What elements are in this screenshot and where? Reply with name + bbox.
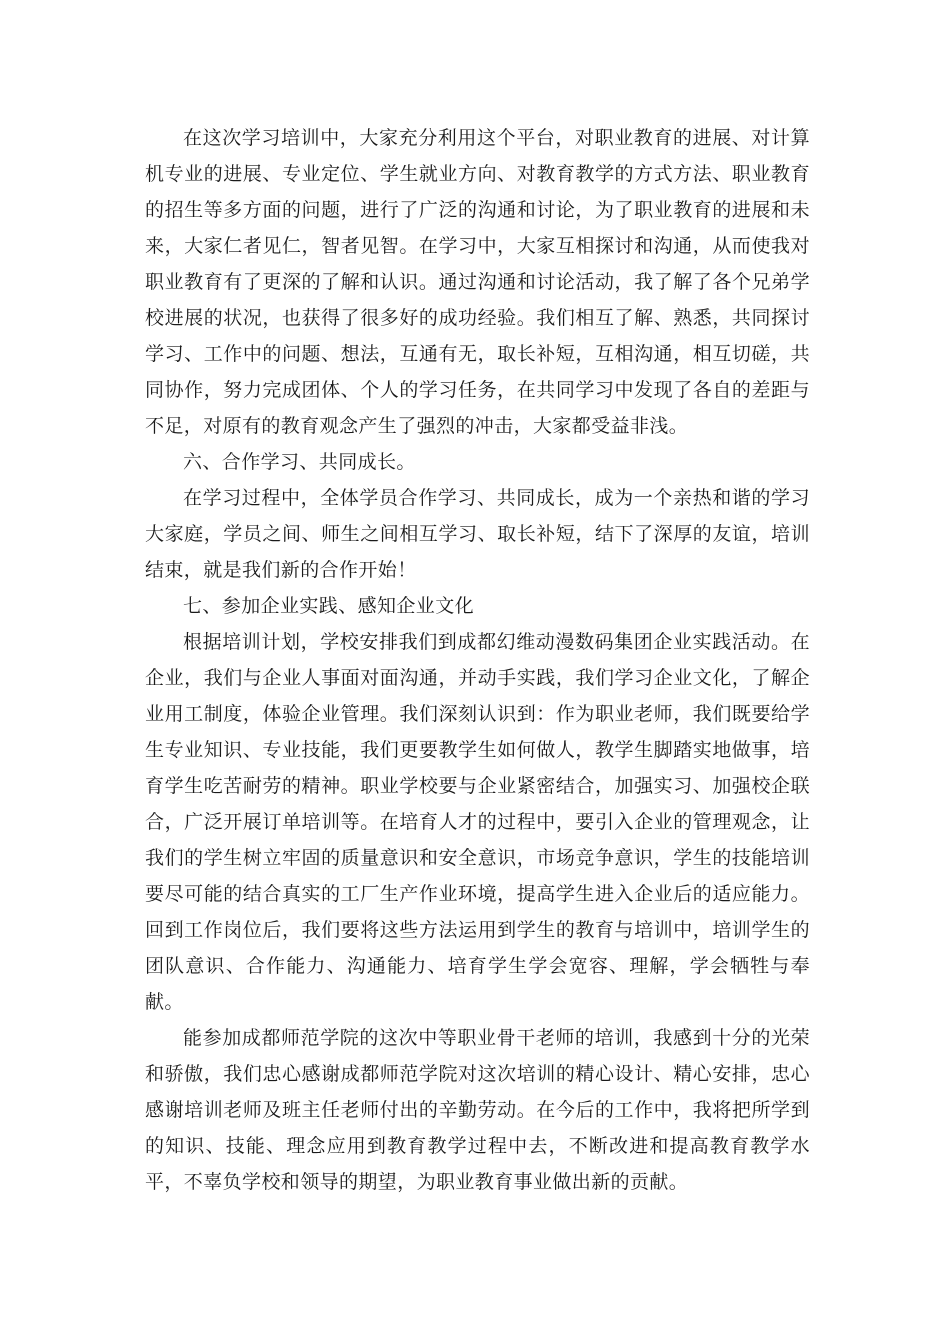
- paragraph-conclusion: 能参加成都师范学院的这次中等职业骨干老师的培训，我感到十分的光荣和骄傲，我们忠心感谢成都师范学院对这次培训的精心设计、精心安排，忠心感谢培训老师及班主任老师付出的辛勤劳动。在今后的工作中，我将把所学到的知识、技能、理念应用到教育教学过程中去，不断改进和提高教育教学水平，不辜负学校和领导的期望，为职业教育事业做出新的贡献。: [145, 1027, 810, 1193]
- section-heading-six: 六、合作学习、共同成长。: [183, 451, 416, 473]
- document-body: [145, 120, 810, 1200]
- paragraph-learning-exchange: 在这次学习培训中，大家充分利用这个平台，对职业教育的进展、对计算机专业的进展、专业定位、学生就业方向、对教育教学的方式方法、职业教育的招生等多方面的问题，进行了广泛的沟通和讨论，为了职业教育的进展和未来，大家仁者见仁，智者见智。在学习中，大家互相探讨和沟通，从而使我对职业教育有了更深的了解和认识。通过沟通和讨论活动，我了解了各个兄弟学校进展的状况，也获得了很多好的成功经验。我们相互了解、熟悉，共同探讨学习、工作中的问题、想法，互通有无，取长补短，互相沟通，相互切磋，共同协作，努力完成团体、个人的学习任务，在共同学习中发现了各自的差距与不足，对原有的教育观念产生了强烈的冲击，大家都受益非浅。: [145, 127, 810, 437]
- paragraph-enterprise-practice: 根据培训计划，学校安排我们到成都幻维动漫数码集团企业实践活动。在企业，我们与企业人事面对面沟通，并动手实践，我们学习企业文化，了解企业用工制度，体验企业管理。我们深刻认识到：作为职业老师，我们既要给学生专业知识、专业技能，我们更要教学生如何做人，教学生脚踏实地做事，培育学生吃苦耐劳的精神。职业学校要与企业紧密结合，加强实习、加强校企联合，广泛开展订单培训等。在培育人才的过程中，要引入企业的管理观念，让我们的学生树立牢固的质量意识和安全意识，市场竞争意识，学生的技能培训要尽可能的结合真实的工厂生产作业环境，提高学生进入企业后的适应能力。回到工作岗位后，我们要将这些方法运用到学生的教育与培训中，培训学生的团队意识、合作能力、沟通能力、培育学生学会宽容、理解，学会牺牲与奉献。: [145, 631, 810, 1013]
- section-heading-seven: 七、参加企业实践、感知企业文化: [183, 595, 475, 617]
- paragraph-cooperation: 在学习过程中，全体学员合作学习、共同成长，成为一个亲热和谐的学习大家庭，学员之间、师生之间相互学习、取长补短，结下了深厚的友谊，培训结束，就是我们新的合作开始！: [145, 487, 810, 581]
